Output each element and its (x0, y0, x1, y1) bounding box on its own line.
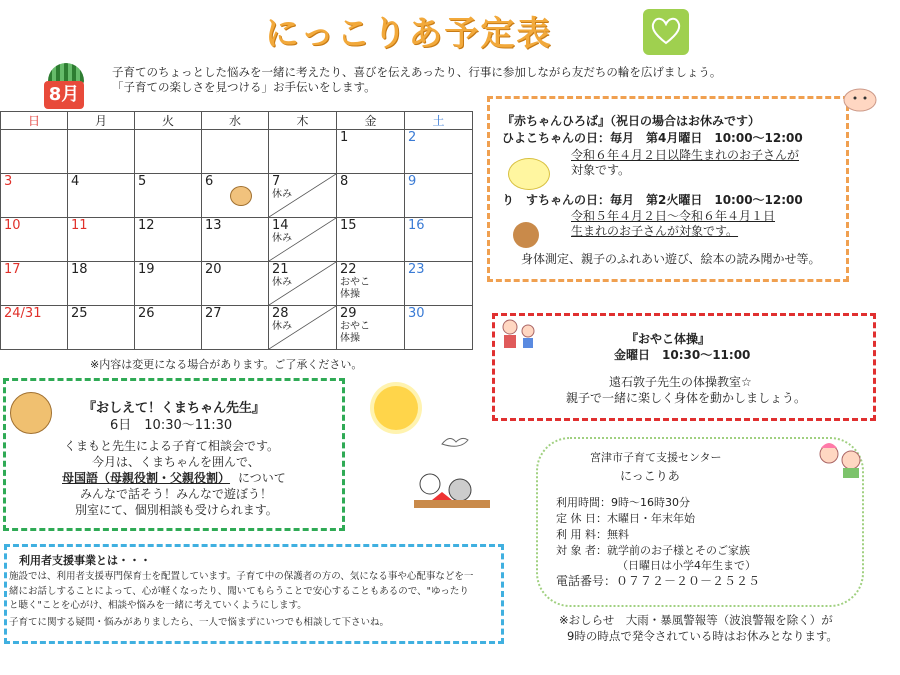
day-number: 1 (340, 130, 349, 145)
squirrel-icon (513, 222, 539, 248)
calendar-day-cell (1, 262, 68, 306)
calendar-day-cell (405, 306, 473, 350)
month-badge (40, 63, 92, 113)
day-event: おやこ (340, 277, 370, 288)
calendar-day-cell (68, 262, 135, 306)
chick-icon (508, 158, 550, 190)
kuma-line-4: みんなで話そう！みんなで遊ぼう！ (80, 487, 273, 501)
oyako-desc: 親子で一緒に楽しく身体を動かしましょう。 (566, 391, 807, 405)
hiyoko-schedule: ひよこちゃんの日：毎月 第4月曜日 10:00～12:00 (502, 131, 803, 145)
calendar-day-cell (202, 174, 269, 218)
hiyoko-note-1: 令和６年４月２日以降生まれのお子さんが (571, 148, 800, 162)
weekday-header: 月 (68, 112, 135, 130)
animals-picnic-icon (412, 470, 492, 514)
closed-slash (269, 174, 336, 217)
support-p4: 子育てに関する疑問・悩みがありましたら、一人で悩まずにいつでも相談して下さいね。 (9, 617, 390, 628)
calendar-day-cell (405, 130, 473, 174)
day-event-line-2: 体操 (340, 289, 360, 300)
day-event: おやこ (340, 321, 370, 332)
day-number: 8 (340, 174, 349, 189)
calendar-day-cell (405, 218, 473, 262)
day-event: 休み (272, 321, 292, 332)
calendar-note: ※内容は変更になる場合があります。ご了承ください。 (90, 358, 363, 371)
closed-slash (269, 262, 336, 305)
weekday-header: 水 (202, 112, 269, 130)
calendar-day-cell (135, 218, 202, 262)
center-name: にっこりあ (620, 469, 680, 483)
calendar-day-cell (337, 306, 405, 350)
calendar-day-cell (405, 174, 473, 218)
baby-plaza-title: 『赤ちゃんひろば』（祝日の場合はお休みです） (502, 114, 761, 128)
calendar-day-cell (68, 130, 135, 174)
day-event: 休み (272, 189, 292, 200)
day-number: 16 (408, 218, 425, 233)
intro-line-1: 子育てのちょっとした悩みを一緒に考えたり、喜びを伝えあったり、行事に参加しながら友だちの輪を広げましょう。 (112, 65, 722, 79)
day-event-line-2: 体操 (340, 333, 360, 344)
center-fee: 利 用 料：無料 (556, 528, 629, 541)
day-number: 30 (408, 306, 425, 321)
weekday-header: 土 (405, 112, 473, 130)
center-org: 宮津市子育て支援センター (590, 451, 722, 464)
calendar-day-cell (1, 174, 68, 218)
day-number: 5 (138, 174, 147, 189)
day-number: 10 (4, 218, 21, 233)
calendar-day-cell (337, 130, 405, 174)
calendar-day-cell (1, 218, 68, 262)
kuma-line-2: 今月は、くまちゃんを囲んで、 (92, 455, 260, 469)
weekday-header: 火 (135, 112, 202, 130)
kuma-time: 6日 10:30～11:30 (110, 418, 233, 433)
closed-slash (269, 218, 336, 261)
calendar-day-cell (202, 262, 269, 306)
risu-note-2: 生まれのお子さんが対象です。 (571, 224, 739, 238)
calendar-day-cell (135, 262, 202, 306)
day-number: 24/31 (4, 306, 42, 321)
day-number: 2 (408, 130, 417, 145)
family-exercise-icon (498, 318, 538, 350)
bear-icon (10, 392, 52, 434)
calendar-day-cell (269, 174, 337, 218)
month-label: 8月 (44, 81, 84, 109)
day-number: 11 (71, 218, 88, 233)
center-target-note: （日曜日は小学4年生まで） (617, 559, 756, 572)
support-p3: と聴く"ことを心がけ、相談や悩みを一緒に考えていくようにします。 (9, 600, 307, 611)
calendar-day-cell (269, 306, 337, 350)
day-number: 3 (4, 174, 13, 189)
day-number: 6 (205, 174, 214, 189)
kuma-line-1: くまもと先生による子育て相談会です。 (64, 439, 280, 453)
calendar-day-cell (337, 262, 405, 306)
center-closed: 定 休 日：木曜日・年末年始 (556, 512, 695, 525)
calendar-day-cell (68, 174, 135, 218)
day-number: 13 (205, 218, 222, 233)
oyako-teacher: 遠石敦子先生の体操教室☆ (609, 375, 752, 389)
risu-schedule: り すちゃんの日：毎月 第2火曜日 10:00～12:00 (502, 193, 803, 207)
calendar-day-cell (202, 306, 269, 350)
day-number: 12 (138, 218, 155, 233)
day-number: 14 (272, 218, 289, 233)
notice-line-1: ※おしらせ 大雨・暴風警報等（波浪警報を除く）が (559, 613, 833, 627)
center-target: 対 象 者：就学前のお子様とそのご家族 (556, 544, 750, 557)
center-hours: 利用時間：9時～16時30分 (556, 496, 690, 509)
day-number: 17 (4, 262, 21, 277)
day-number: 22 (340, 262, 357, 277)
day-number: 25 (71, 306, 88, 321)
calendar-day-cell (202, 130, 269, 174)
calendar-day-cell (68, 218, 135, 262)
calendar-day-cell (1, 130, 68, 174)
weekday-header: 木 (269, 112, 337, 130)
support-p1: 施設では、利用者支援専門保育士を配置しています。子育て中の保護者の方の、気になる事や心配事などを一 (9, 571, 474, 582)
center-phone: 電話番号：０７７２－２０－２５２５ (556, 574, 761, 588)
day-number: 4 (71, 174, 80, 189)
calendar-day-cell (337, 174, 405, 218)
day-event: 休み (272, 277, 292, 288)
day-number: 27 (205, 306, 222, 321)
kuma-line-5: 別室にて、個別相談も受けられます。 (75, 503, 278, 517)
support-title: 利用者支援事業とは・・・ (19, 554, 151, 567)
page-title: にっこりあ予定表 (265, 14, 553, 54)
day-number: 28 (272, 306, 289, 321)
calendar-day-cell (135, 130, 202, 174)
day-number: 29 (340, 306, 357, 321)
calendar (0, 111, 473, 350)
calendar-day-cell (269, 218, 337, 262)
day-event: 休み (272, 233, 292, 244)
kids-icon (815, 440, 865, 480)
day-number: 18 (71, 262, 88, 277)
closed-slash (269, 306, 336, 349)
intro-line-2: 「子育ての楽しさを見つける」お手伝いをします。 (112, 80, 376, 94)
day-number: 15 (340, 218, 357, 233)
day-number: 21 (272, 262, 289, 277)
support-p2: 緒にお話しすることによって、心が軽くなったり、聞いてもらうことで安心することもあるので、"ゆったり (9, 586, 469, 597)
baby-icon (842, 86, 878, 112)
calendar-day-cell (135, 306, 202, 350)
day-number: 9 (408, 174, 417, 189)
calendar-day-cell (405, 262, 473, 306)
day-number: 26 (138, 306, 155, 321)
baby-plaza-footer: 身体測定、親子のふれあい遊び、絵本の読み聞かせ等。 (521, 252, 821, 266)
risu-note-1: 令和５年４月２日～令和６年４月１日 (571, 209, 776, 223)
day-number: 19 (138, 262, 155, 277)
kuma-line-3-rest: について (238, 471, 286, 485)
notice-line-2: 9時の時点で発令されている時はお休みとなります。 (567, 629, 838, 643)
day-number: 7 (272, 174, 281, 189)
day-number: 20 (205, 262, 222, 277)
oyako-title: 『おやこ体操』 (626, 332, 711, 346)
hiyoko-note-2: 対象です。 (571, 163, 631, 177)
calendar-day-cell (337, 218, 405, 262)
kuma-title: 『おしえて！くまちゃん先生』 (83, 401, 266, 416)
sun-icon (374, 386, 418, 430)
calendar-day-cell (269, 262, 337, 306)
oyako-time: 金曜日 10:30～11:00 (614, 348, 751, 362)
calendar-day-cell (1, 306, 68, 350)
bear-icon (230, 186, 252, 206)
calendar-day-cell (135, 174, 202, 218)
calendar-day-cell (269, 130, 337, 174)
weekday-header: 金 (337, 112, 405, 130)
weekday-header: 日 (1, 112, 68, 130)
bird-icon (440, 432, 470, 452)
day-number: 23 (408, 262, 425, 277)
heart-logo-icon (643, 9, 689, 55)
kuma-line-3-emphasis: 母国語（母親役割・父親役割） (62, 471, 231, 485)
calendar-day-cell (202, 218, 269, 262)
calendar-day-cell (68, 306, 135, 350)
